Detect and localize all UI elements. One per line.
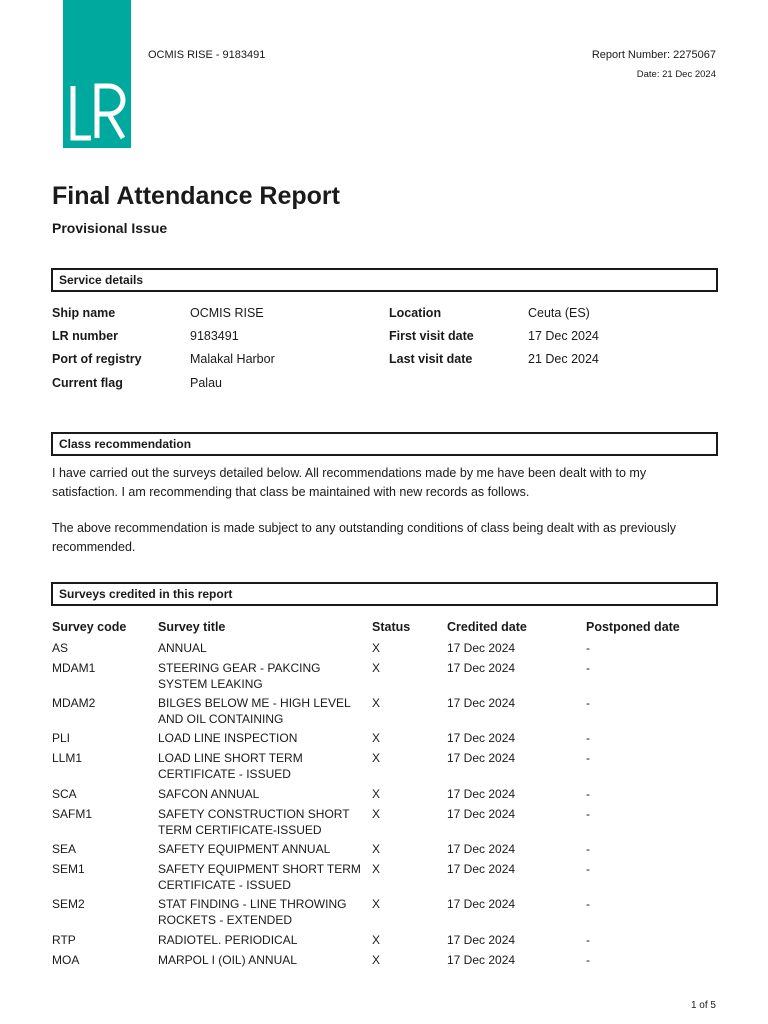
survey-credited-date: 17 Dec 2024 [447, 807, 516, 821]
survey-postponed-date: - [586, 897, 590, 911]
survey-credited-date: 17 Dec 2024 [447, 751, 516, 765]
lr-number-label: LR number [52, 329, 118, 343]
survey-status: X [372, 953, 381, 967]
survey-postponed-date: - [586, 661, 590, 675]
first-visit-label: First visit date [389, 329, 474, 343]
survey-title: RADIOTEL. PERIODICAL [158, 933, 298, 947]
survey-status: X [372, 731, 381, 745]
survey-code: LLM1 [52, 751, 83, 765]
class-recommendation-heading: Class recommendation [59, 437, 192, 451]
ship-name-label: Ship name [52, 306, 116, 320]
survey-title: SAFETY CONSTRUCTION SHORT TERM CERTIFICATE-ISSUED [158, 807, 350, 837]
location-value: Ceuta (ES) [528, 306, 590, 320]
class-recommendation-header [51, 432, 718, 456]
survey-credited-date: 17 Dec 2024 [447, 696, 516, 710]
survey-status: X [372, 897, 381, 911]
survey-credited-date: 17 Dec 2024 [447, 661, 516, 675]
survey-status: X [372, 696, 381, 710]
header-ship-ref: OCMIS RISE - 9183491 [148, 49, 266, 61]
col-header-status: Status [372, 620, 411, 634]
surveys-heading: Surveys credited in this report [59, 587, 233, 601]
recommendation-paragraph-2: The above recommendation is made subject to any outstanding conditions of class being dealt with as previously recommended. [52, 521, 676, 554]
flag-label: Current flag [52, 376, 123, 390]
survey-status: X [372, 842, 381, 856]
page-subtitle: Provisional Issue [52, 220, 168, 236]
port-label: Port of registry [52, 352, 142, 366]
survey-code: AS [52, 641, 69, 655]
page-title: Final Attendance Report [52, 182, 340, 210]
survey-postponed-date: - [586, 933, 590, 947]
survey-title: SAFCON ANNUAL [158, 787, 260, 801]
survey-postponed-date: - [586, 862, 590, 876]
survey-title: BILGES BELOW ME - HIGH LEVEL AND OIL CONTAINING [158, 696, 351, 726]
page-number: 1 of 5 [690, 1000, 716, 1011]
port-value: Malakal Harbor [190, 352, 275, 366]
survey-credited-date: 17 Dec 2024 [447, 933, 516, 947]
surveys-header [51, 582, 718, 606]
survey-credited-date: 17 Dec 2024 [447, 842, 516, 856]
survey-credited-date: 17 Dec 2024 [447, 897, 516, 911]
survey-title: STAT FINDING - LINE THROWING ROCKETS - EXTENDED [158, 897, 347, 927]
ship-name-value: OCMIS RISE [190, 306, 264, 320]
survey-code: SEM1 [52, 862, 85, 876]
survey-postponed-date: - [586, 696, 590, 710]
survey-code: PLI [52, 731, 71, 745]
survey-title: STEERING GEAR - PAKCING SYSTEM LEAKING [158, 661, 321, 691]
survey-postponed-date: - [586, 787, 590, 801]
survey-status: X [372, 661, 381, 675]
survey-status: X [372, 751, 381, 765]
survey-title: ANNUAL [158, 641, 207, 655]
survey-postponed-date: - [586, 731, 590, 745]
survey-postponed-date: - [586, 751, 590, 765]
survey-title: SAFETY EQUIPMENT SHORT TERM CERTIFICATE - ISSUED [158, 862, 361, 892]
service-details-heading: Service details [59, 273, 144, 287]
header-date: Date: 21 Dec 2024 [636, 69, 716, 80]
survey-status: X [372, 641, 381, 655]
lr-logo [63, 0, 131, 148]
col-header-postponed-date: Postponed date [586, 620, 680, 634]
col-header-survey-title: Survey title [158, 620, 226, 634]
survey-credited-date: 17 Dec 2024 [447, 953, 516, 967]
survey-credited-date: 17 Dec 2024 [447, 787, 516, 801]
survey-status: X [372, 933, 381, 947]
recommendation-paragraph-1: I have carried out the surveys detailed below. All recommendations made by me have been dealt with to my satisfaction. I am recommending that class be maintained with new records as follows. [52, 466, 647, 499]
survey-credited-date: 17 Dec 2024 [447, 862, 516, 876]
survey-title: SAFETY EQUIPMENT ANNUAL [158, 842, 331, 856]
survey-credited-date: 17 Dec 2024 [447, 641, 516, 655]
service-details-header [51, 268, 718, 292]
survey-code: SCA [52, 787, 77, 801]
location-label: Location [389, 306, 442, 320]
survey-title: MARPOL I (OIL) ANNUAL [158, 953, 297, 967]
col-header-survey-code: Survey code [52, 620, 127, 634]
first-visit-value: 17 Dec 2024 [528, 329, 599, 343]
survey-postponed-date: - [586, 842, 590, 856]
survey-status: X [372, 807, 381, 821]
survey-title: LOAD LINE INSPECTION [158, 731, 298, 745]
survey-code: MDAM2 [52, 696, 96, 710]
survey-status: X [372, 862, 381, 876]
survey-code: SEA [52, 842, 77, 856]
last-visit-value: 21 Dec 2024 [528, 352, 599, 366]
last-visit-label: Last visit date [389, 352, 473, 366]
header-report-number: Report Number: 2275067 [591, 49, 716, 61]
lr-number-value: 9183491 [190, 329, 239, 343]
flag-value: Palau [190, 376, 222, 390]
survey-status: X [372, 787, 381, 801]
survey-postponed-date: - [586, 641, 590, 655]
survey-code: MDAM1 [52, 661, 96, 675]
col-header-credited-date: Credited date [447, 620, 527, 634]
survey-code: SAFM1 [52, 807, 93, 821]
survey-credited-date: 17 Dec 2024 [447, 731, 516, 745]
survey-title: LOAD LINE SHORT TERM CERTIFICATE - ISSUED [158, 751, 303, 781]
survey-code: RTP [52, 933, 76, 947]
survey-code: MOA [52, 953, 80, 967]
survey-postponed-date: - [586, 807, 590, 821]
survey-code: SEM2 [52, 897, 85, 911]
lr-logo-mark [63, 0, 131, 148]
survey-postponed-date: - [586, 953, 590, 967]
